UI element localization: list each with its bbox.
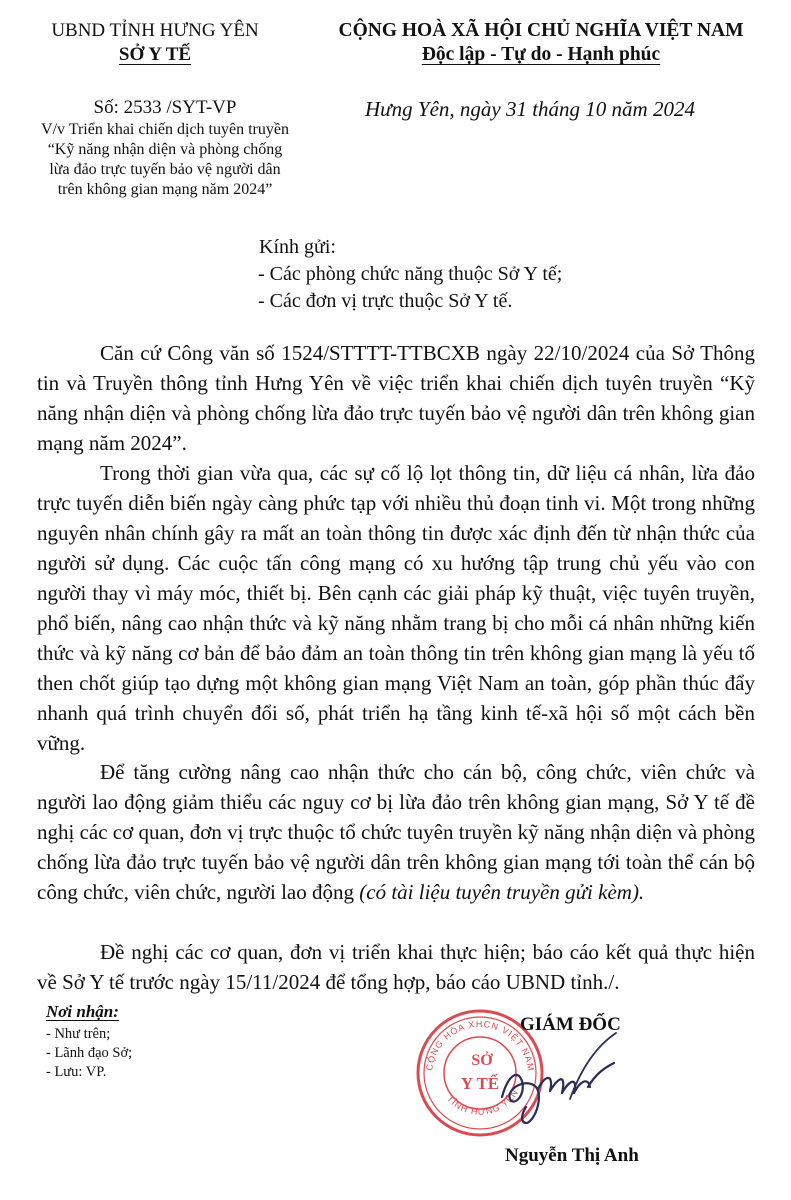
- subject-line-4: trên không gian mạng năm 2024”: [57, 181, 273, 198]
- subject-line-3: lừa đảo trực tuyến bảo vệ người dân: [49, 161, 281, 178]
- seal-ring-text: CỘNG HÒA XHCN VIỆT NAM: [424, 1018, 537, 1073]
- noi-nhan-item: - Lãnh đạo Sở;: [46, 1045, 133, 1061]
- seal-bottom-text: TỈNH HƯNG YÊN: [444, 1087, 521, 1117]
- recipients-list-block: [46, 1002, 132, 1082]
- recipient-item: - Các đơn vị trực thuộc Sở Y tế.: [258, 290, 513, 312]
- place-date: Hưng Yên, ngày 31 tháng 10 năm 2024: [365, 97, 695, 121]
- noi-nhan-item: - Như trên;: [46, 1026, 111, 1042]
- country-name: CỘNG HOÀ XÃ HỘI CHỦ NGHĨA VIỆT NAM: [338, 20, 744, 41]
- signer-name: Nguyễn Thị Anh: [505, 1145, 639, 1166]
- noi-nhan-title: Nơi nhận:: [46, 1002, 119, 1021]
- subject-line-2: “Kỹ năng nhận diện và phòng chống: [47, 141, 283, 158]
- attachment-note: (có tài liệu tuyên truyền gửi kèm).: [359, 880, 645, 904]
- document-number-block: [20, 96, 310, 200]
- paragraph-implementation: Đề nghị các cơ quan, đơn vị triển khai thực hiện; báo cáo kết quả thực hiện về Sở Y tế trước ngày 15/11/2024 để tổng hợp, báo cáo UBND tỉnh./.: [37, 940, 755, 994]
- issuing-agency-block: [20, 20, 290, 66]
- paragraph-context: Trong thời gian vừa qua, các sự cố lộ lọt thông tin, dữ liệu cá nhân, lừa đảo trực tuyến diễn biến ngày càng phức tạp với nhiều thủ đoạn tinh vi. Một trong những nguyên nhân chính gây ra mất an toàn thông tin được xác định đến từ nhận thức của người sử dụng. Các cuộc tấn công mạng có xu hướng tập trung chủ yếu vào con người thay vì máy móc, thiết bị. Bên cạnh các giải pháp kỹ thuật, việc tuyên truyền, phổ biến, nâng cao nhận thức và kỹ năng nhằm trang bị cho mỗi cá nhân những kiến thức và kỹ năng cơ bản để bảo đảm an toàn thông tin trên không gian mạng là yếu tố then chốt giúp tạo dựng một không gian mạng Việt Nam an toàn, góp phần thúc đẩy nhanh quá trình chuyển đổi số, phát triển hạ tầng kinh tế-xã hội số một cách bền vững.: [37, 461, 755, 755]
- national-title-block: [296, 20, 786, 66]
- document-number: Số: 2533 /SYT-VP: [93, 97, 237, 118]
- greeting: Kính gửi:: [259, 236, 336, 258]
- signer-title: GIÁM ĐỐC: [520, 1014, 621, 1035]
- seal-center-line-2: Y TẾ: [460, 1074, 500, 1093]
- agency-name: UBND TỈNH HƯNG YÊN: [51, 20, 259, 41]
- seal-center-line-1: SỞ: [471, 1052, 493, 1069]
- subject-line-1: V/v Triển khai chiến dịch tuyên truyền: [41, 121, 289, 138]
- national-motto: Độc lập - Tự do - Hạnh phúc: [421, 44, 661, 65]
- paragraph-request-text: Để tăng cường nâng cao nhận thức cho cán bộ, công chức, viên chức và người lao động giảm thiểu các nguy cơ bị lừa đảo trên không gian mạng, Sở Y tế đề nghị các cơ quan, đơn vị trực thuộc tổ chức tuyên truyền kỹ năng nhận diện và phòng chống lừa đảo trực tuyến bảo vệ người dân trên không gian mạng tới toàn thể cán bộ công chức, viên chức, người lao động: [37, 760, 755, 904]
- paragraph-request: [37, 757, 755, 907]
- paragraph-legal-basis: Căn cứ Công văn số 1524/STTTT-TTBCXB ngày 22/10/2024 của Sở Thông tin và Truyền thông tỉnh Hưng Yên về việc triển khai chiến dịch tuyên truyền “Kỹ năng nhận diện và phòng chống lừa đảo trực tuyến bảo vệ người dân trên không gian mạng năm 2024”.: [37, 341, 755, 455]
- recipient-item: - Các phòng chức năng thuộc Sở Y tế;: [258, 263, 563, 285]
- department-name: SỞ Y TẾ: [118, 44, 192, 65]
- noi-nhan-item: - Lưu: VP.: [46, 1064, 107, 1080]
